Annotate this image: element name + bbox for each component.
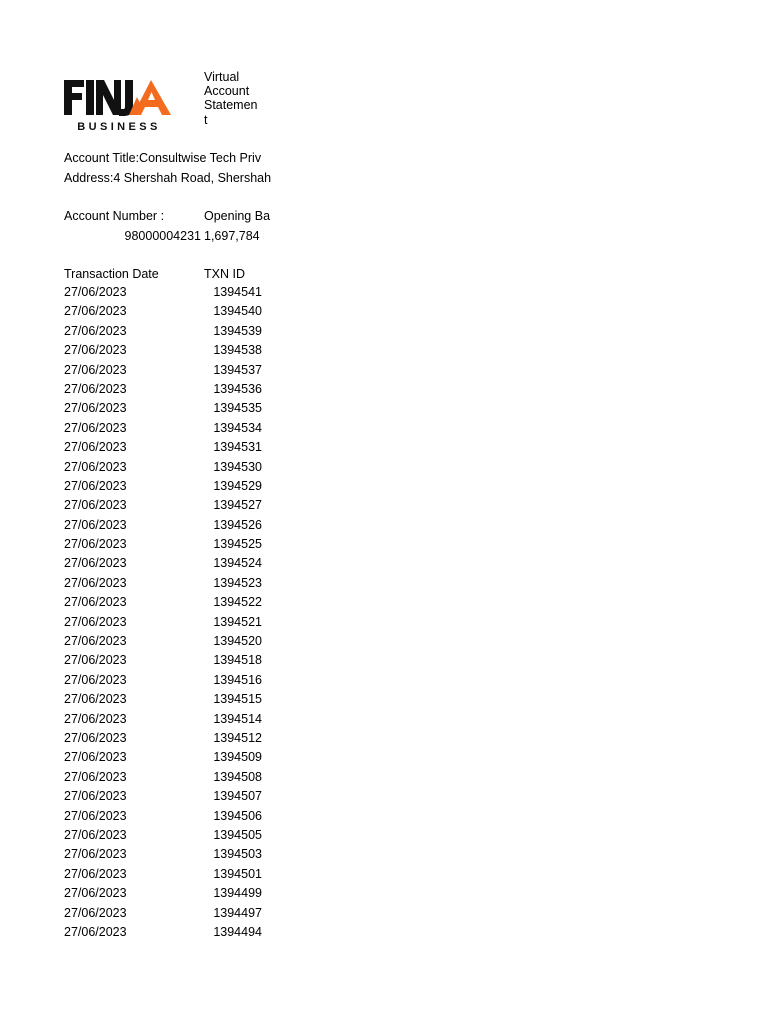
table-row [0,634,768,653]
txn-id-cell: 1394534 [213,420,262,435]
account-number-label: Account Number : [64,209,165,223]
txn-id-cell: 1394516 [213,672,262,687]
table-row [0,285,768,304]
table-row [0,653,768,672]
table-row [0,789,768,808]
opening-balance-value: 1,697,784 [204,229,260,243]
transaction-date-cell: 27/06/2023 [64,478,127,493]
txn-id-cell: 1394497 [213,905,262,920]
table-row [0,479,768,498]
transaction-date-cell: 27/06/2023 [64,750,127,765]
transaction-date-cell: 27/06/2023 [64,362,127,377]
table-row [0,421,768,440]
table-row [0,460,768,479]
transaction-date-cell: 27/06/2023 [64,343,127,358]
finja-logo-graphic [63,77,175,133]
transaction-date-cell: 27/06/2023 [64,381,127,396]
txn-id-cell: 1394494 [213,924,262,939]
txn-id-cell: 1394526 [213,517,262,532]
txn-id-cell: 1394518 [213,653,262,668]
transaction-date-cell: 27/06/2023 [64,789,127,804]
txn-id-cell: 1394515 [213,692,262,707]
txn-id-cell: 1394503 [213,847,262,862]
txn-id-cell: 1394501 [213,866,262,881]
transaction-date-cell: 27/06/2023 [64,575,127,590]
transaction-date-cell: 27/06/2023 [64,730,127,745]
table-row [0,731,768,750]
txn-id-cell: 1394541 [213,285,262,299]
table-row [0,595,768,614]
table-row [0,363,768,382]
txn-id-cell: 1394507 [213,789,262,804]
table-row [0,925,768,944]
finja-business-logo [63,77,175,133]
table-row [0,576,768,595]
transaction-date-cell: 27/06/2023 [64,711,127,726]
txn-id-cell: 1394537 [213,362,262,377]
txn-id-cell: 1394512 [213,730,262,745]
txn-id-cell: 1394520 [213,634,262,649]
txn-id-cell: 1394538 [213,343,262,358]
table-row [0,382,768,401]
logo-subtext: BUSINESS [77,121,161,133]
txn-id-cell: 1394527 [213,498,262,513]
table-row [0,886,768,905]
transaction-date-cell: 27/06/2023 [64,459,127,474]
transaction-table [0,285,768,944]
transaction-date-cell: 27/06/2023 [64,440,127,455]
transaction-date-cell: 27/06/2023 [64,517,127,532]
table-row [0,440,768,459]
transaction-date-cell: 27/06/2023 [64,866,127,881]
txn-id-cell: 1394539 [213,323,262,338]
table-row [0,867,768,886]
table-row [0,401,768,420]
account-number-value: 98000004231 [124,229,201,243]
txn-id-cell: 1394522 [213,595,262,610]
table-row [0,556,768,575]
txn-id-cell: 1394536 [213,381,262,396]
table-row [0,770,768,789]
transaction-date-cell: 27/06/2023 [64,827,127,842]
header-transaction-date: Transaction Date [64,267,159,281]
transaction-date-cell: 27/06/2023 [64,537,127,552]
transaction-date-cell: 27/06/2023 [64,905,127,920]
txn-id-cell: 1394523 [213,575,262,590]
txn-id-cell: 1394499 [213,886,262,901]
txn-id-cell: 1394514 [213,711,262,726]
txn-id-cell: 1394530 [213,459,262,474]
txn-id-cell: 1394529 [213,478,262,493]
transaction-date-cell: 27/06/2023 [64,924,127,939]
table-row [0,324,768,343]
table-row [0,673,768,692]
txn-id-cell: 1394505 [213,827,262,842]
table-row [0,847,768,866]
table-row [0,615,768,634]
document-title: Virtual Account Statemen t [204,70,258,127]
transaction-date-cell: 27/06/2023 [64,498,127,513]
transaction-date-cell: 27/06/2023 [64,556,127,571]
table-row [0,809,768,828]
transaction-date-cell: 27/06/2023 [64,808,127,823]
transaction-date-cell: 27/06/2023 [64,672,127,687]
table-row [0,518,768,537]
account-address: Address:4 Shershah Road, Shershah [64,171,272,185]
transaction-date-cell: 27/06/2023 [64,401,127,416]
txn-id-cell: 1394535 [213,401,262,416]
txn-id-cell: 1394531 [213,440,262,455]
transaction-date-cell: 27/06/2023 [64,614,127,629]
transaction-date-cell: 27/06/2023 [64,304,127,319]
table-row [0,906,768,925]
transaction-date-cell: 27/06/2023 [64,323,127,338]
table-row [0,828,768,847]
table-row [0,712,768,731]
txn-id-cell: 1394525 [213,537,262,552]
account-title: Account Title:Consultwise Tech Priv [64,151,262,165]
transaction-date-cell: 27/06/2023 [64,847,127,862]
transaction-date-cell: 27/06/2023 [64,769,127,784]
txn-id-cell: 1394521 [213,614,262,629]
transaction-date-cell: 27/06/2023 [64,692,127,707]
header-txn-id: TXN ID [204,267,245,281]
transaction-date-cell: 27/06/2023 [64,653,127,668]
transaction-date-cell: 27/06/2023 [64,285,127,299]
table-row [0,343,768,362]
table-row [0,498,768,517]
txn-id-cell: 1394509 [213,750,262,765]
txn-id-cell: 1394508 [213,769,262,784]
table-row [0,537,768,556]
txn-id-cell: 1394524 [213,556,262,571]
transaction-date-cell: 27/06/2023 [64,886,127,901]
table-row [0,304,768,323]
opening-balance-label: Opening Ba [204,209,271,223]
table-row [0,692,768,711]
transaction-date-cell: 27/06/2023 [64,595,127,610]
transaction-date-cell: 27/06/2023 [64,420,127,435]
table-row [0,750,768,769]
txn-id-cell: 1394506 [213,808,262,823]
txn-id-cell: 1394540 [213,304,262,319]
transaction-date-cell: 27/06/2023 [64,634,127,649]
